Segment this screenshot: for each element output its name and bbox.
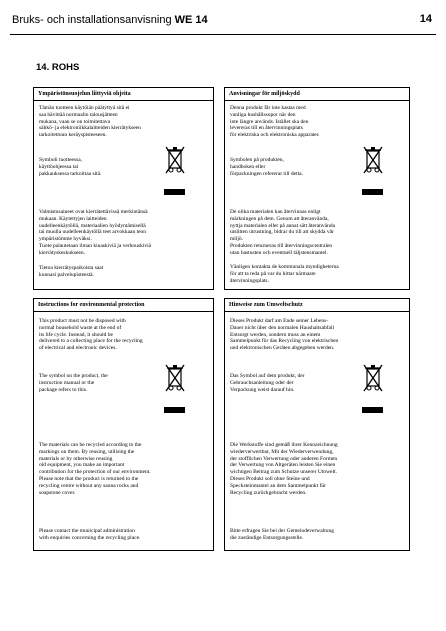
crossed-out-wheelie-bin-icon <box>164 363 186 393</box>
page-header <box>0 0 446 40</box>
symbol-text: Symboli tuotteessa, käyttöohjeessa tai pakkauksessa tarkoittaa sitä. <box>39 157 102 177</box>
weee-bar-symbol <box>362 189 383 195</box>
weee-bar-symbol <box>362 407 383 413</box>
symbol-text: Symbolen på produkten, handboken eller förpackningen refererar till detta. <box>230 157 303 177</box>
weee-bar-symbol <box>164 189 185 195</box>
contact-text: Vänligen kontakta de kommunala myndigheterna för att ta reda på var du hittar närmaste återvinningsplats. <box>230 264 339 284</box>
disposal-text: This product must not be disposed with normal household waste at the end of its life cycle. Instead, it should be delivered to a collecting place for the recycling of electrical and electronic devices. <box>39 318 143 352</box>
recycling-text: The materials can be recycled according to the markings on them. By reusing, utilising the materials or by otherwise reusing old equipment, you make an important contribution for the protection of our environment. Please note that the product is returned to the recycling centre without any sauna rocks and soapstone cover. <box>39 442 151 496</box>
recycling-text: Valmistusaineet ovat kierrätettävissä merkintänsä mukaan. Käytettyjen laitteiden uudelleenkäytöllä, materiaalien hyödyntämisellä tai muulla uudelleenkäytöllä teet arvokkaan teon ympäristömme hyväksi. Tuote palautetaan ilman kiuaskiviä ja verhouskiviä kierrätyskeskukseen. <box>39 209 152 256</box>
crossed-out-wheelie-bin-icon <box>362 145 384 175</box>
box-title: Ympäristönsuojelun liittyviä ohjeita <box>34 88 213 101</box>
finnish-environment-box <box>33 87 214 290</box>
german-environment-box <box>224 298 410 551</box>
page-number: 14 <box>419 13 432 25</box>
crossed-out-wheelie-bin-icon <box>164 145 186 175</box>
recycling-text: De olika materialen kan återvinnas enligt märkningen på dem. Genom att återanvända, nyttja materialen eller på annat sätt återanvända utslitten utrustning, bidrar du till att skydda vår miljö. Produkten returneras till återvinningscentralen utan bastusten och eventuell täljstensmantel. <box>230 209 336 256</box>
symbol-text: Das Symbol auf dem produkt, der Gebrauchsanleitung oder der Verpackung weist darauf hin. <box>230 373 305 393</box>
contact-text: Please contact the municipal administration with enquiries concerning the recycling place. <box>39 528 141 541</box>
contact-text: Bitte erfragen Sie bei der Gemeindeverwaltung die zuständige Entsorgungsstelle. <box>230 528 335 541</box>
english-environment-box <box>33 298 214 551</box>
box-title: Instructions for environmental protection <box>34 299 213 312</box>
document-title <box>12 14 208 26</box>
weee-bar-symbol <box>164 407 185 413</box>
swedish-environment-box <box>224 87 410 290</box>
disposal-text: Denna produkt får inte kastas med vanliga hushållssopor när den inte längre används. Istället ska den levereras till en återvinningsplats för elektriska och elektroniska apparater. <box>230 105 320 139</box>
header-divider <box>10 34 436 35</box>
contact-text: Tietoa kierrätyspaikoista saat kunnasi palvelupisteestä. <box>39 265 104 278</box>
box-title: Hinweise zum Umweltschutz <box>225 299 409 312</box>
document-title-prefix: Bruks- och installationsanvisning <box>12 14 175 26</box>
crossed-out-wheelie-bin-icon <box>362 363 384 393</box>
disposal-text: Dieses Produkt darf am Ende seiner Lebens- Dauer nicht über den normalen Haushaltsabfall Entsorgt werden, sondern muss an einem Sammelpunkt für das Recycling von elektrischen und elektronischen Geräten abgegeben werden. <box>230 318 339 352</box>
box-title: Anvisningar för miljöskydd <box>225 88 409 101</box>
recycling-text: Die Werkstoffe sind gemäß ihrer Kennzeichnung wiederverwertbar, Mit der Wiederverwendung, der stofflichen Verwertung oder anderen Formen der Verwertung von Altgeräten leisten Sie einen wichtigen Beitrag zum Schutze unserer Umwelt. Dieses Produkt soll ohne Steine und Specksteinmantel an dem Sammelpunkt für Recycling zurückgebracht werden. <box>230 442 338 496</box>
section-title: 14. ROHS <box>36 62 80 73</box>
symbol-text: The symbol on the product, the instruction manual or the package refers to this. <box>39 373 108 393</box>
disposal-text: Tämän tuotteen käytöiän päätyttyä sitä ei saa hävittää normaalin talousjätteen mukana, vaan se on toimitettava sähkö- ja elektroniikkalaitteiden kierrätykseen tarkoitettuun keräyspisteeseen. <box>39 105 141 139</box>
model-name: WE 14 <box>174 14 208 26</box>
